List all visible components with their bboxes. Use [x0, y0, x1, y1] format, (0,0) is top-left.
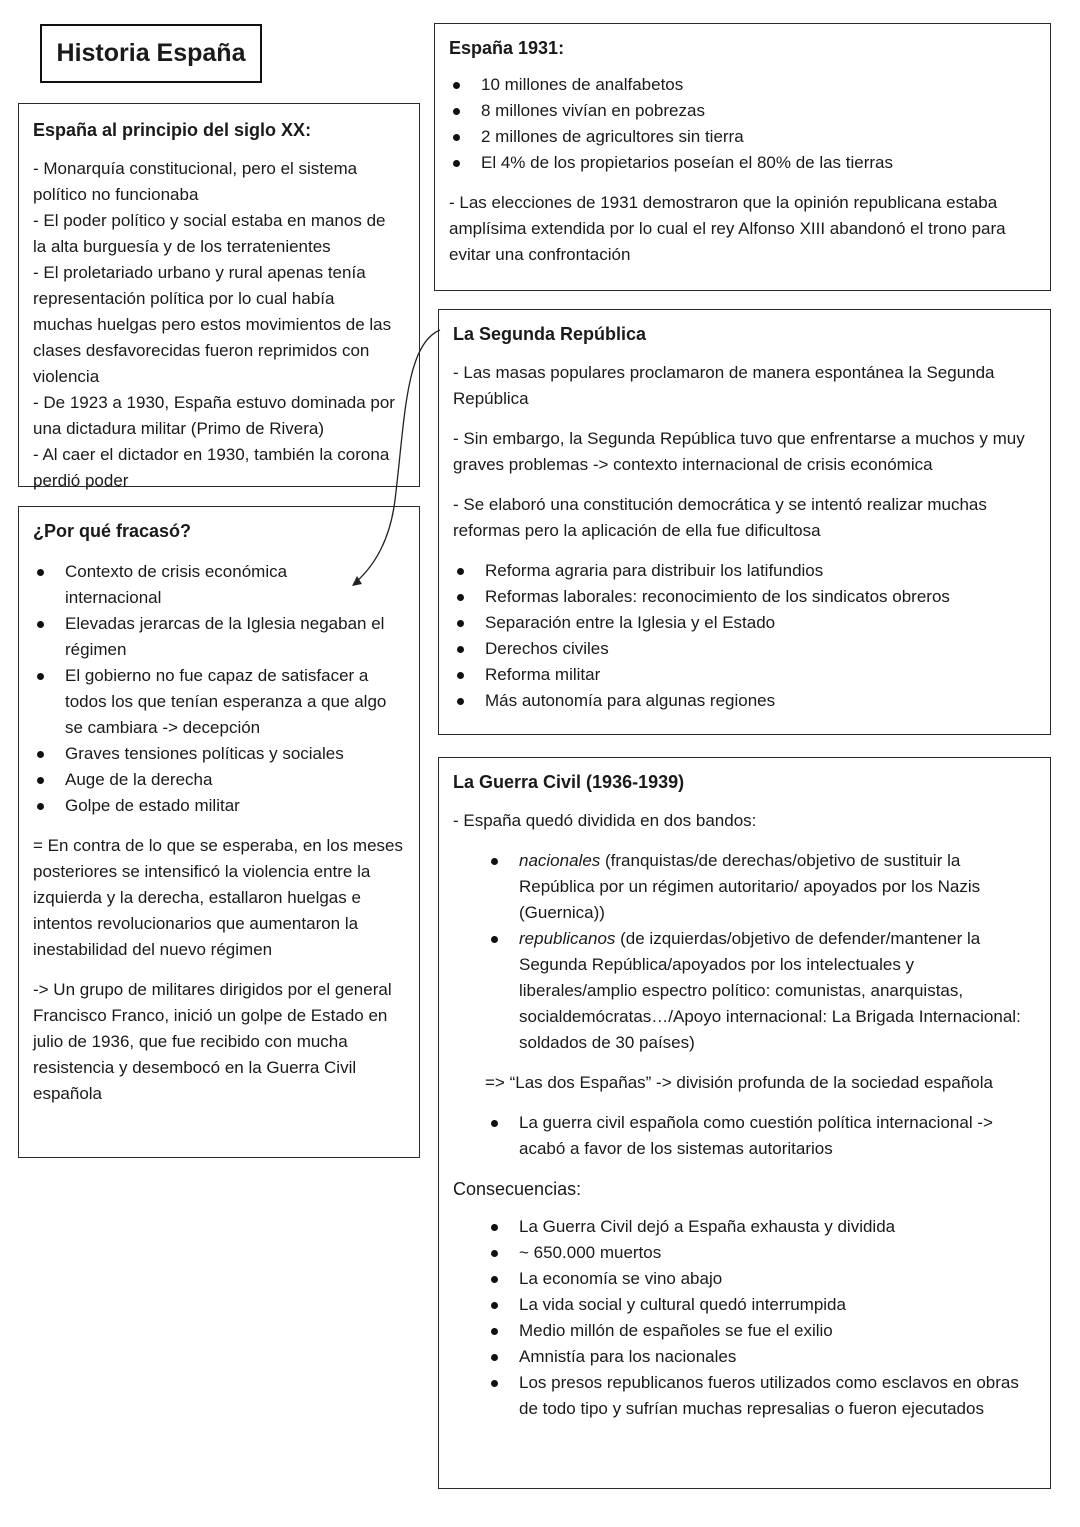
- box-siglo-xx-line: - De 1923 a 1930, España estuvo dominada por una dictadura militar (Primo de Rivera): [33, 393, 395, 438]
- bando-term: republicanos: [519, 929, 616, 948]
- box-espana-1931-heading: España 1931:: [449, 38, 565, 58]
- list-item: Golpe de estado militar: [33, 793, 405, 819]
- box-espana-1931-paragraph: - Las elecciones de 1931 demostraron que la opinión republicana estaba amplísima extendida por lo cual el rey Alfonso XIII abandonó el trono para evitar una confrontación: [449, 193, 1006, 264]
- list-item: La vida social y cultural quedó interrumpida: [453, 1292, 1036, 1318]
- box-siglo-xx-line: - Al caer el dictador en 1930, también la corona perdió poder: [33, 445, 390, 490]
- box-segunda-republica-paragraph: - Las masas populares proclamaron de manera espontánea la Segunda República: [453, 363, 995, 408]
- box-por-que-fracaso-list: [33, 559, 405, 819]
- box-espana-1931-list: [449, 72, 1036, 176]
- bando-term: nacionales: [519, 851, 601, 870]
- list-item: [453, 848, 1036, 926]
- box-guerra-civil-dos-espanas: => “Las dos Españas” -> división profunda de la sociedad española: [485, 1073, 993, 1092]
- box-guerra-civil-consecuencias-label: Consecuencias:: [453, 1179, 582, 1199]
- box-por-que-fracaso-paragraph-2: -> Un grupo de militares dirigidos por el general Francisco Franco, inició un golpe de Estado en julio de 1936, que fue recibido con mucha resistencia y desembocó en la Guerra Civil española: [33, 980, 392, 1103]
- box-guerra-civil-bandos: [453, 848, 1036, 1056]
- list-item: Contexto de crisis económica internacional: [33, 559, 405, 611]
- list-item: El 4% de los propietarios poseían el 80% de las tierras: [449, 150, 1036, 176]
- list-item: El gobierno no fue capaz de satisfacer a todos los que tenían esperanza a que algo se cambiara -> decepción: [33, 663, 405, 741]
- list-item: Reforma militar: [453, 662, 1036, 688]
- list-item: Reforma agraria para distribuir los latifundios: [453, 558, 1036, 584]
- list-item: [453, 926, 1036, 1056]
- list-item: Elevadas jerarcas de la Iglesia negaban el régimen: [33, 611, 405, 663]
- box-siglo-xx-heading: España al principio del siglo XX:: [33, 120, 312, 140]
- box-siglo-xx-line: - Monarquía constitucional, pero el sistema político no funcionaba: [33, 159, 358, 204]
- box-segunda-republica-heading: La Segunda República: [453, 324, 647, 344]
- list-item: La Guerra Civil dejó a España exhausta y dividida: [453, 1214, 1036, 1240]
- box-segunda-republica-paragraph: - Se elaboró una constitución democrática y se intentó realizar muchas reformas pero la aplicación de ella fue dificultosa: [453, 495, 987, 540]
- list-item: Separación entre la Iglesia y el Estado: [453, 610, 1036, 636]
- box-siglo-xx-line: - El proletariado urbano y rural apenas tenía representación política por lo cual había muchas huelgas pero estos movimientos de las clases desfavorecidas fueron reprimidos con violencia: [33, 263, 392, 386]
- box-por-que-fracaso: [18, 506, 420, 1158]
- list-item: 10 millones de analfabetos: [449, 72, 1036, 98]
- box-guerra-civil: [438, 757, 1051, 1489]
- page-title-text: Historia España: [56, 39, 246, 67]
- list-item: Medio millón de españoles se fue el exilio: [453, 1318, 1036, 1344]
- box-por-que-fracaso-heading: ¿Por qué fracasó?: [33, 521, 192, 541]
- box-siglo-xx-line: - El poder político y social estaba en manos de la alta burguesía y de los terratenientes: [33, 211, 386, 256]
- box-segunda-republica-paragraph: - Sin embargo, la Segunda República tuvo que enfrentarse a muchos y muy graves problemas -> contexto internacional de crisis económica: [453, 429, 1025, 474]
- list-item: Auge de la derecha: [33, 767, 405, 793]
- box-segunda-republica: [438, 309, 1051, 735]
- list-item: Derechos civiles: [453, 636, 1036, 662]
- list-item: Los presos republicanos fueros utilizados como esclavos en obras de todo tipo y sufrían muchas represalias o fueron ejecutados: [453, 1370, 1036, 1422]
- box-segunda-republica-list: [453, 558, 1036, 714]
- list-item: 2 millones de agricultores sin tierra: [449, 124, 1036, 150]
- box-espana-1931: [434, 23, 1051, 291]
- list-item: La guerra civil española como cuestión política internacional -> acabó a favor de los sistemas autoritarios: [453, 1110, 1036, 1162]
- list-item: La economía se vino abajo: [453, 1266, 1036, 1292]
- box-guerra-civil-consecuencias-list: [453, 1214, 1036, 1422]
- box-guerra-civil-heading: La Guerra Civil (1936-1939): [453, 772, 685, 792]
- list-item: Reformas laborales: reconocimiento de los sindicatos obreros: [453, 584, 1036, 610]
- box-por-que-fracaso-paragraph-1: = En contra de lo que se esperaba, en los meses posteriores se intensificó la violencia entre la izquierda y la derecha, estallaron huelgas e intentos revolucionarios que aumentaron la inestabilidad del nuevo régimen: [33, 836, 403, 959]
- list-item: Graves tensiones políticas y sociales: [33, 741, 405, 767]
- page-title: [40, 24, 262, 83]
- list-item: 8 millones vivían en pobrezas: [449, 98, 1036, 124]
- bando-text: (de izquierdas/objetivo de defender/mantener la Segunda República/apoyados por los intelectuales y liberales/amplio espectro político: comunistas, anarquistas, socialdemócratas…/Apoyo internacional: La Brigada Internacional: soldados de 30 países): [519, 929, 1021, 1052]
- list-item: Más autonomía para algunas regiones: [453, 688, 1036, 714]
- box-guerra-civil-internacional-list: [453, 1110, 1036, 1162]
- list-item: ~ 650.000 muertos: [453, 1240, 1036, 1266]
- list-item: Amnistía para los nacionales: [453, 1344, 1036, 1370]
- bando-text: (franquistas/de derechas/objetivo de sustituir la República por un régimen autoritario/ apoyados por los Nazis (Guernica)): [519, 851, 981, 922]
- box-guerra-civil-intro: - España quedó dividida en dos bandos:: [453, 811, 757, 830]
- box-siglo-xx: [18, 103, 420, 490]
